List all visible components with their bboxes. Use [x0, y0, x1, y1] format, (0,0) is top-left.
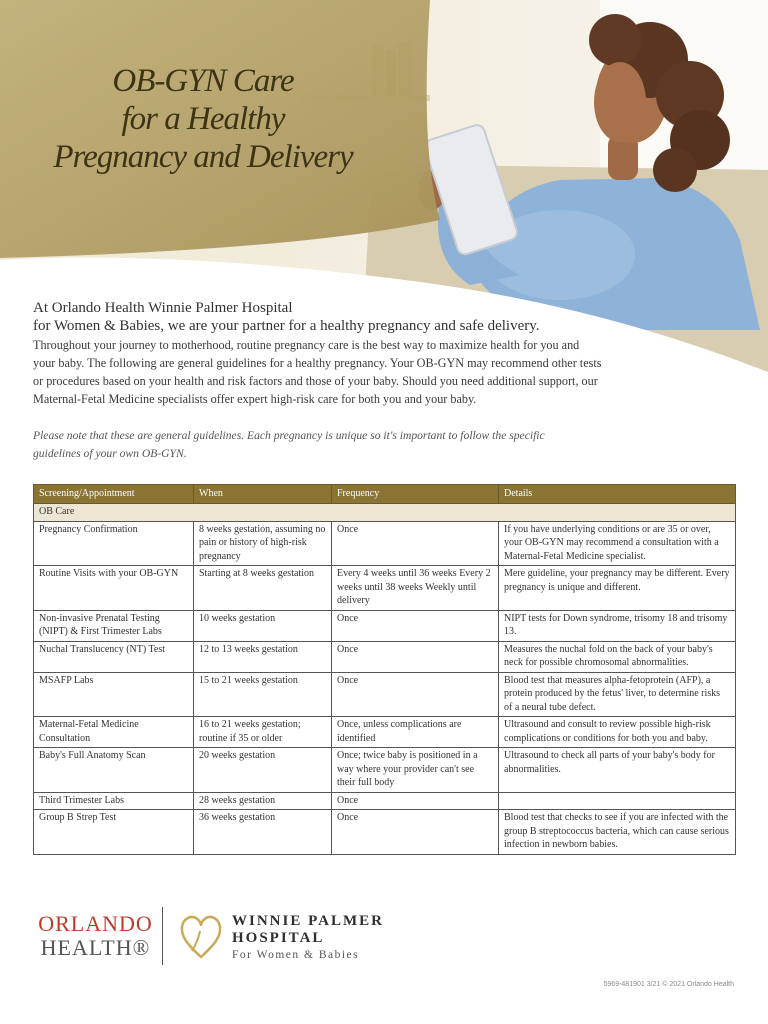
section-label: OB Care: [34, 504, 736, 522]
cell-screening: Nuchal Translucency (NT) Test: [34, 641, 194, 672]
cell-frequency: Once: [332, 672, 499, 717]
intro-lead: [33, 299, 613, 335]
cell-details: Blood test that measures alpha-fetoprotein (AFP), a protein produced by the fetus' liver, to determine risks of a neural tube defect.: [499, 672, 736, 717]
header-when: When: [194, 485, 332, 504]
table-row: [34, 810, 736, 855]
cell-screening: Non-invasive Prenatal Testing (NIPT) & First Trimester Labs: [34, 610, 194, 641]
cell-when: 12 to 13 weeks gestation: [194, 641, 332, 672]
cell-frequency: Once: [332, 641, 499, 672]
cell-frequency: Once, unless complications are identified: [332, 717, 499, 748]
cell-details: Ultrasound and consult to review possible high-risk complications or conditions for both you and baby.: [499, 717, 736, 748]
cell-screening: Group B Strep Test: [34, 810, 194, 855]
title-line-1: OB-GYN Care: [112, 63, 294, 99]
page-title: [38, 62, 368, 176]
table-row: [34, 672, 736, 717]
logo-tagline-text: For Women & Babies: [232, 949, 360, 961]
cell-when: 36 weeks gestation: [194, 810, 332, 855]
intro-lead-line-2: for Women & Babies, we are your partner for a healthy pregnancy and safe delivery.: [33, 318, 540, 334]
table-header-row: [34, 485, 736, 504]
cell-frequency: Once: [332, 521, 499, 566]
cell-screening: Pregnancy Confirmation: [34, 521, 194, 566]
logo-hospital-text: HOSPITAL: [232, 930, 325, 946]
cell-details: If you have underlying conditions or are 35 or over, your OB-GYN may recommend a consultation with a Maternal-Fetal Medicine specialist.: [499, 521, 736, 566]
cell-screening: Third Trimester Labs: [34, 792, 194, 810]
header-screening: Screening/Appointment: [34, 485, 194, 504]
cell-screening: MSAFP Labs: [34, 672, 194, 717]
cell-details: [499, 792, 736, 810]
section-row: [34, 504, 736, 522]
table-row: [34, 641, 736, 672]
cell-details: Ultrasound to check all parts of your baby's body for abnormalities.: [499, 748, 736, 793]
guidelines-table: [33, 484, 736, 855]
footer-code: 5969-481901 3/21 © 2021 Orlando Health: [603, 981, 734, 988]
cell-details: Mere guideline, your pregnancy may be different. Every pregnancy is unique and different.: [499, 566, 736, 611]
logo-divider: [162, 907, 163, 965]
cell-when: 20 weeks gestation: [194, 748, 332, 793]
cell-frequency: Every 4 weeks until 36 weeks Every 2 weeks until 38 weeks Weekly until delivery: [332, 566, 499, 611]
table-row: [34, 717, 736, 748]
intro-paragraph: Throughout your journey to motherhood, routine pregnancy care is the best way to maximize health for you and your baby. The following are general guidelines for a healthy pregnancy. Your OB-GYN may recommend other tests or procedures based on your health and risk factors and those of your baby. Should you need additional support, our Maternal-Fetal Medicine specialists offer expert high-risk care for both you and your baby.: [33, 338, 602, 406]
table-row: [34, 792, 736, 810]
cell-when: 10 weeks gestation: [194, 610, 332, 641]
header-frequency: Frequency: [332, 485, 499, 504]
guidelines-note: Please note that these are general guidelines. Each pregnancy is unique so it's important to follow the specific guidelines of your own OB-GYN.: [33, 429, 545, 460]
cell-when: Starting at 8 weeks gestation: [194, 566, 332, 611]
logo-orlando-text: ORLANDO: [38, 911, 153, 936]
winnie-palmer-logo: [232, 913, 384, 963]
cell-frequency: Once; twice baby is positioned in a way where your provider can't see their full body: [332, 748, 499, 793]
cell-details: NIPT tests for Down syndrome, trisomy 18 and trisomy 13.: [499, 610, 736, 641]
cell-frequency: Once: [332, 610, 499, 641]
cell-screening: Routine Visits with your OB-GYN: [34, 566, 194, 611]
table-row: [34, 748, 736, 793]
heart-icon: [178, 911, 224, 961]
cell-when: 15 to 21 weeks gestation: [194, 672, 332, 717]
cell-screening: Baby's Full Anatomy Scan: [34, 748, 194, 793]
cell-details: Measures the nuchal fold on the back of your baby's neck for possible chromosomal abnormalities.: [499, 641, 736, 672]
cell-frequency: Once: [332, 810, 499, 855]
cell-when: 28 weeks gestation: [194, 792, 332, 810]
title-line-3: Pregnancy and Delivery: [53, 139, 353, 175]
table-row: [34, 521, 736, 566]
cell-when: 8 weeks gestation, assuming no pain or history of high-risk pregnancy: [194, 521, 332, 566]
title-line-2: for a Healthy: [121, 101, 285, 137]
logo-health-text: HEALTH®: [40, 935, 151, 960]
cell-screening: Maternal-Fetal Medicine Consultation: [34, 717, 194, 748]
logo-winnie-palmer-text: WINNIE PALMER: [232, 913, 384, 929]
orlando-health-logo: [33, 912, 158, 960]
cell-frequency: Once: [332, 792, 499, 810]
cell-details: Blood test that checks to see if you are infected with the group B streptococcus bacteria, which can cause serious infection in newborn babies.: [499, 810, 736, 855]
header-details: Details: [499, 485, 736, 504]
table-row: [34, 566, 736, 611]
table-row: [34, 610, 736, 641]
cell-when: 16 to 21 weeks gestation; routine if 35 or older: [194, 717, 332, 748]
intro-lead-line-1: At Orlando Health Winnie Palmer Hospital: [33, 300, 293, 316]
